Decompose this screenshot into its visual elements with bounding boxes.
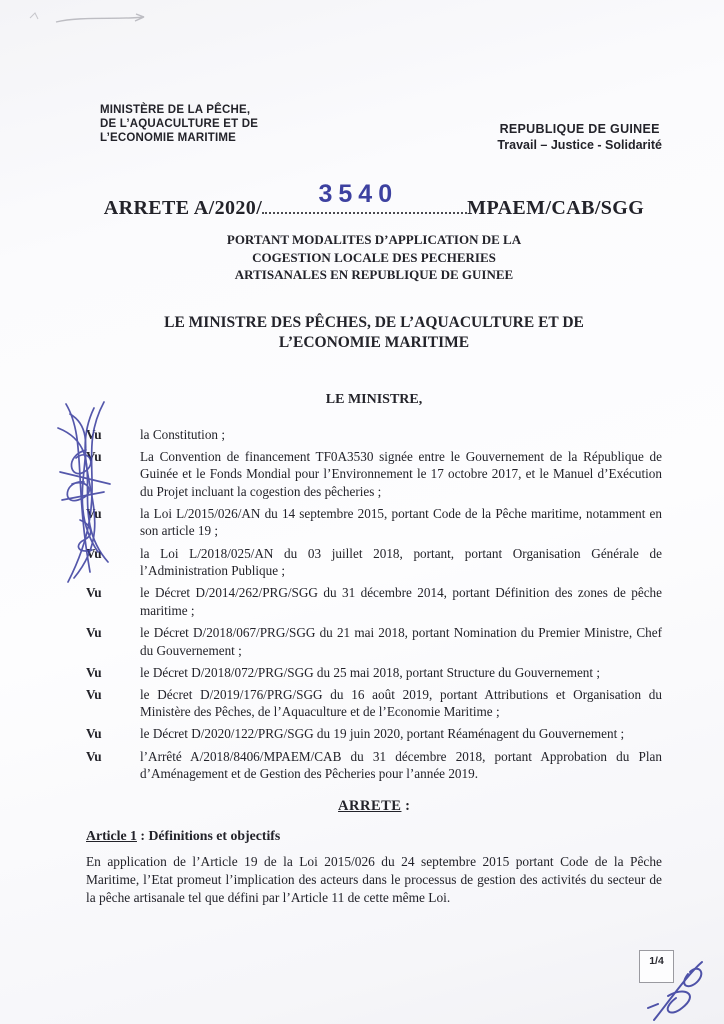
republic-motto: Travail – Justice - Solidarité <box>497 138 662 152</box>
recital-item <box>86 545 662 580</box>
article-1-title: : Définitions et objectifs <box>136 827 281 843</box>
ministry-name-block <box>100 103 315 152</box>
decree-title <box>86 180 662 220</box>
article-1-body: En application de l’Article 19 de la Loi 2015/026 du 24 septembre 2015 portant Code de la Pêche Maritime, l’Etat promeut l’implication des acteurs dans le processus de gestion des activités du secteur de la pêche artisanale tel que défini par l’Article 11 de cette même Loi. <box>86 853 662 905</box>
recital-text: le Décret D/2019/176/PRG/SGG du 16 août 2019, portant Attributions et Organisation du Ministère des Pêches, de l’Aquaculture et de l’Economie Maritime ; <box>140 686 662 720</box>
pencil-scribble-mark <box>26 6 166 30</box>
republic-block <box>497 122 662 152</box>
decree-subject-line: ARTISANALES EN REPUBLIQUE DE GUINEE <box>234 267 514 282</box>
ministry-line: L’ECONOMIE MARITIME <box>100 132 237 144</box>
recital-label: Vu <box>86 726 102 742</box>
article-1-label: Article 1 <box>86 827 137 843</box>
recital-label: Vu <box>86 585 102 601</box>
corner-ink-paraph <box>640 958 712 1024</box>
enacting-colon: : <box>401 797 410 814</box>
recitals-list <box>86 426 662 783</box>
recital-item <box>86 448 662 501</box>
recital-text: la Loi L/2018/025/AN du 03 juillet 2018, portant, portant Organisation Générale de l’Administration Publique ; <box>140 545 662 579</box>
recital-label: Vu <box>86 686 102 702</box>
recital-text: le Décret D/2018/067/PRG/SGG du 21 mai 2018, portant Nomination du Premier Ministre, Chef du Gouvernement ; <box>140 624 662 658</box>
recital-label: Vu <box>86 426 102 442</box>
recital-item <box>86 686 662 721</box>
recital-label: Vu <box>86 624 102 640</box>
minister-heading <box>86 313 662 353</box>
recital-text: La Convention de financement TF0A3530 signée entre le Gouvernement de la République de Guinée et le Fonds Mondial pour l’Environnement le 17 octobre 2017, et le Manuel d’Exécution du Projet incluant la cogestion des pêcheries ; <box>140 448 662 499</box>
recital-item <box>86 725 662 743</box>
recital-text: le Décret D/2020/122/PRG/SGG du 19 juin 2020, portant Réaménagent du Gouvernement ; <box>140 726 625 742</box>
recital-label: Vu <box>86 448 102 464</box>
decree-title-prefix: ARRETE A/2020/ <box>103 197 263 219</box>
decree-subject-line: COGESTION LOCALE DES PECHERIES <box>252 249 496 265</box>
enacting-formula <box>86 798 662 815</box>
decree-subject-line: PORTANT MODALITES D’APPLICATION DE LA <box>226 232 522 247</box>
recital-item <box>86 624 662 659</box>
page-number: 1/4 <box>649 955 664 967</box>
recital-label: Vu <box>86 505 102 521</box>
recital-item <box>86 748 662 783</box>
minister-heading-line: L’ECONOMIE MARITIME <box>278 333 470 351</box>
recital-text: l’Arrêté A/2018/8406/MPAEM/CAB du 31 décembre 2018, portant Approbation du Plan d’Aménagement et de Gestion des Pêcheries pour l’année 2019. <box>140 748 662 782</box>
dotted-leader <box>262 180 467 214</box>
republic-title: REPUBLIQUE DE GUINEE <box>499 122 660 136</box>
recital-text: la Loi L/2015/026/AN du 14 septembre 2015, portant Code de la Pêche maritime, notamment en son article 19 ; <box>140 505 662 539</box>
letterhead <box>86 0 662 152</box>
recital-label: Vu <box>86 748 102 764</box>
stamped-decree-number: 3540 <box>318 180 399 208</box>
recital-text: la Constitution ; <box>140 426 225 442</box>
margin-ink-signature <box>52 400 144 595</box>
enacting-word: ARRETE <box>338 797 402 814</box>
recital-item <box>86 664 662 682</box>
recital-item <box>86 505 662 540</box>
recital-text: le Décret D/2014/262/PRG/SGG du 31 décembre 2014, portant Définition des zones de pêche maritime ; <box>140 585 662 618</box>
ministry-line: MINISTÈRE DE LA PÊCHE, <box>100 104 251 116</box>
minister-heading-line: LE MINISTRE DES PÊCHES, DE L’AQUACULTURE ET DE <box>164 313 584 331</box>
recital-text: le Décret D/2018/072/PRG/SGG du 25 mai 2018, portant Structure du Gouvernement ; <box>140 664 601 680</box>
article-1-heading <box>86 828 662 844</box>
decree-title-suffix: MPAEM/CAB/SGG <box>467 197 645 219</box>
ministry-line: DE L’AQUACULTURE ET DE <box>100 118 259 130</box>
decree-subject <box>86 231 662 284</box>
recital-label: Vu <box>86 545 102 561</box>
salutation: LE MINISTRE, <box>325 391 423 407</box>
recital-item <box>86 426 662 444</box>
recital-label: Vu <box>86 664 102 680</box>
recital-item <box>86 584 662 619</box>
